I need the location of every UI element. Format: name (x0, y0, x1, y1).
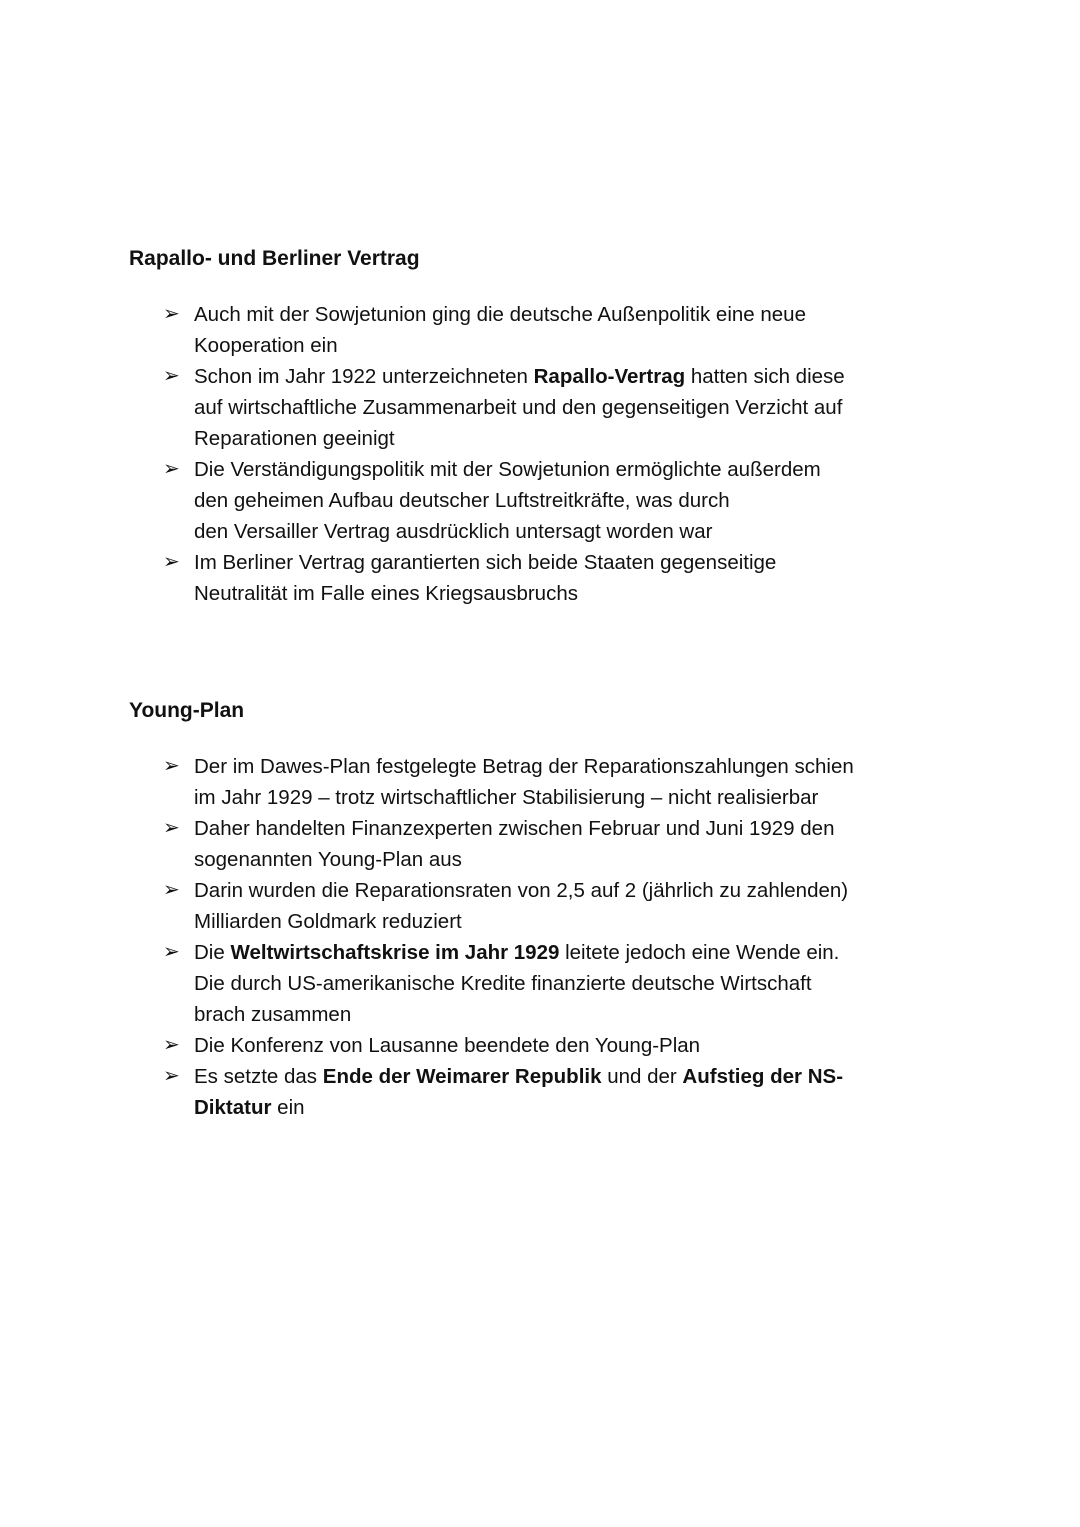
text-line (194, 999, 854, 1030)
arrow-bullet-icon: ➢ (163, 458, 180, 480)
text: Die Konferenz von Lausanne beendete den Young-Plan (194, 1034, 701, 1057)
text-line (194, 968, 854, 999)
arrow-bullet-icon: ➢ (163, 1065, 180, 1087)
text-line (194, 813, 854, 844)
text: hatten sich diese (685, 365, 845, 388)
arrow-bullet-icon: ➢ (163, 303, 180, 325)
text: leitete jedoch eine Wende ein. (559, 941, 840, 964)
text-line (194, 1092, 854, 1123)
text-line (194, 485, 845, 516)
section-rapallo (129, 243, 845, 609)
arrow-bullet-icon: ➢ (163, 1034, 180, 1056)
text: Die (194, 941, 231, 964)
text: brach zusammen (194, 1003, 352, 1026)
text: Die Verständigungspolitik mit der Sowjetunion ermöglichte außerdem (194, 458, 821, 481)
list-item (129, 299, 845, 361)
arrow-bullet-icon: ➢ (163, 879, 180, 901)
text-line (194, 454, 845, 485)
text-line (194, 844, 854, 875)
text-line (194, 392, 845, 423)
bold-text: Aufstieg der NS- (682, 1065, 844, 1088)
list-item (129, 751, 854, 813)
section-heading: Young-Plan (129, 699, 245, 722)
text-line (194, 1061, 854, 1092)
bold-text: Weltwirtschaftskrise im Jahr 1929 (230, 941, 560, 964)
text-line (194, 751, 854, 782)
text: Milliarden Goldmark reduziert (194, 910, 462, 933)
list-item (129, 875, 854, 937)
text: ein (271, 1096, 305, 1119)
bullet-list (129, 299, 845, 609)
arrow-bullet-icon: ➢ (163, 941, 180, 963)
text: den Versailler Vertrag ausdrücklich untersagt worden war (194, 520, 713, 543)
text-line (194, 516, 845, 547)
text: im Jahr 1929 – trotz wirtschaftlicher Stabilisierung – nicht realisierbar (194, 786, 819, 809)
arrow-bullet-icon: ➢ (163, 551, 180, 573)
list-item (129, 547, 845, 609)
text: Auch mit der Sowjetunion ging die deutsche Außenpolitik eine neue (194, 303, 806, 326)
text-line (194, 1030, 854, 1061)
bold-text: Diktatur (194, 1096, 272, 1119)
text-line (194, 361, 845, 392)
text: Daher handelten Finanzexperten zwischen Februar und Juni 1929 den (194, 817, 835, 840)
text: Die durch US-amerikanische Kredite finanzierte deutsche Wirtschaft (194, 972, 812, 995)
text-line (194, 578, 845, 609)
text: Kooperation ein (194, 334, 338, 357)
text-line (194, 299, 845, 330)
section-young-plan (129, 695, 854, 1123)
section-heading: Rapallo- und Berliner Vertrag (129, 247, 420, 270)
text-line (194, 782, 854, 813)
list-item (129, 361, 845, 454)
text-line (194, 547, 845, 578)
bold-text: Rapallo-Vertrag (533, 365, 686, 388)
list-item (129, 937, 854, 1030)
arrow-bullet-icon: ➢ (163, 755, 180, 777)
list-item (129, 454, 845, 547)
text-line (194, 423, 845, 454)
text: den geheimen Aufbau deutscher Luftstreitkräfte, was durch (194, 489, 730, 512)
text-line (194, 937, 854, 968)
text: Im Berliner Vertrag garantierten sich beide Staaten gegenseitige (194, 551, 777, 574)
text: Darin wurden die Reparationsraten von 2,5 auf 2 (jährlich zu zahlenden) (194, 879, 849, 902)
text: sogenannten Young-Plan aus (194, 848, 462, 871)
list-item (129, 813, 854, 875)
text-line (194, 875, 854, 906)
text: Der im Dawes-Plan festgelegte Betrag der Reparationszahlungen schien (194, 755, 854, 778)
text-line (194, 906, 854, 937)
text: und der (601, 1065, 683, 1088)
text-line (194, 330, 845, 361)
list-item (129, 1030, 854, 1061)
text: Reparationen geeinigt (194, 427, 395, 450)
text: auf wirtschaftliche Zusammenarbeit und den gegenseitigen Verzicht auf (194, 396, 843, 419)
arrow-bullet-icon: ➢ (163, 365, 180, 387)
list-item (129, 1061, 854, 1123)
text: Neutralität im Falle eines Kriegsausbruchs (194, 582, 578, 605)
arrow-bullet-icon: ➢ (163, 817, 180, 839)
bold-text: Ende der Weimarer Republik (322, 1065, 602, 1088)
text: Es setzte das (194, 1065, 323, 1088)
bullet-list (129, 751, 854, 1123)
text: Schon im Jahr 1922 unterzeichneten (194, 365, 534, 388)
